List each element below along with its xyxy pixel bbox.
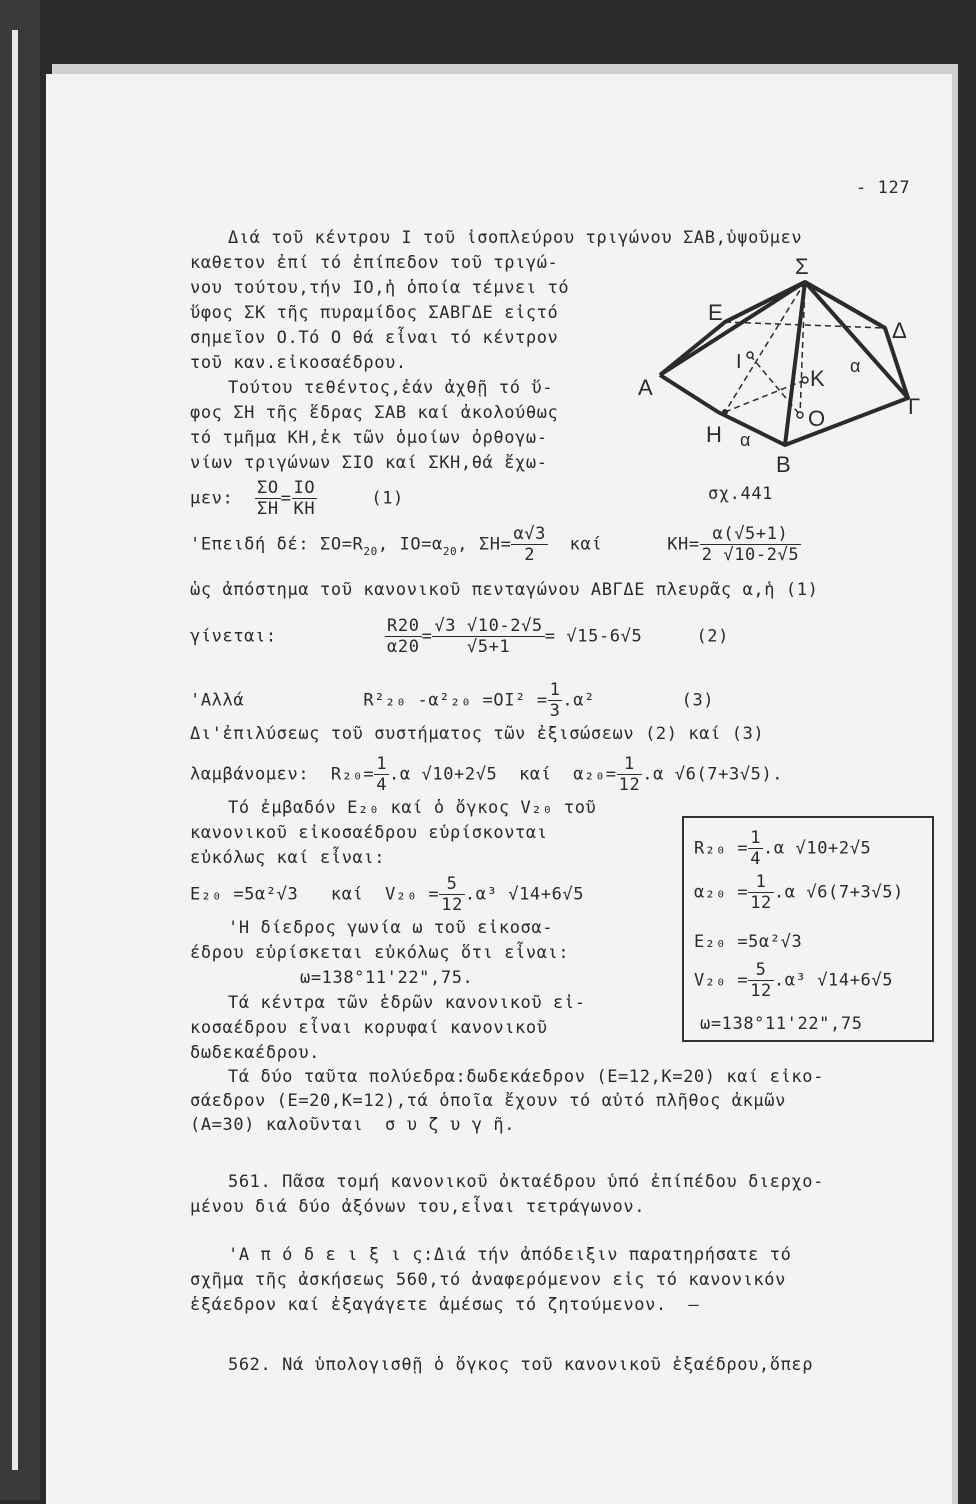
text-line-1: Διά τοῦ κέντρου I τοῦ ἰσοπλεύρου τριγώνου ΣΑΒ,ὑψοῦμεν — [228, 228, 803, 248]
label-alpha-right: α — [850, 356, 861, 376]
text-line-22: 'H δίεδρος γωνία ω τοῦ εἰκοσα- — [228, 918, 554, 938]
text-line-23: έδρου εὑρίσκεται εὐκόλως ὅτι εἶναι: — [190, 943, 570, 963]
proof-line-3: ἑξάεδρον καί ἐξαγάγετε ἀμέσως τό ζητούμενον. — — [190, 1295, 700, 1315]
text-line-27: δωδεκαέδρου. — [190, 1043, 321, 1063]
icosahedron-pyramid-figure — [630, 250, 930, 490]
equation-1 — [190, 478, 404, 519]
point-K — [802, 377, 808, 383]
text-line-10: νίων τριγώνων ΣIO καί ΣKH,θά ἔχω- — [190, 453, 548, 473]
frac-quarter: $\frac{1}{4}$ — [376, 754, 388, 795]
box-dihedral-angle: ω=138°11'22",75 — [700, 1014, 863, 1034]
point-H — [722, 409, 728, 415]
box-frac-twelfth: $\frac{1}{12}$ — [750, 872, 772, 913]
frac-SH: $\frac{\alpha√3}{2}$ — [513, 524, 546, 565]
text-line-29: σάεδρον (E=20,K=12),τά ὁποῖα ἔχουν τό αὐτό πλῆθος ἀκμῶν — [190, 1091, 786, 1111]
box-area: E₂₀ =5α²√3 — [694, 932, 803, 952]
text-line-8: φος ΣH τῆς ἕδρας ΣΑΒ καί ἀκολούθως — [190, 403, 559, 423]
point-I — [747, 352, 753, 358]
label-H: H — [706, 422, 722, 447]
label-B: B — [776, 452, 791, 477]
text-line-24: ω=138°11'22",75. — [300, 968, 474, 988]
frac-one-third: $\frac{1}{3}$ — [549, 680, 561, 721]
text-line-5: σημεῖον O.Τό O θά εἶναι τό κέντρον — [190, 328, 559, 348]
text-line-25: Τά κέντρα τῶν ἑδρῶν κανονικοῦ εἰ- — [228, 993, 586, 1013]
label-O: O — [808, 406, 826, 431]
point-O — [797, 412, 803, 418]
frac-IO-KH: $\frac{IO}{KH}$ — [293, 478, 316, 519]
proof-line-2: σχῆμα τῆς ἀσκήσεως 560,τό ἀναφερόμενον εἰς τό κανονικόν — [190, 1270, 786, 1290]
frac-SO-SH: $\frac{\Sigma O}{\Sigma H}$ — [257, 478, 279, 519]
frac-sqrt: $\frac{√3 √10-2√5}{√5+1}$ — [434, 616, 543, 657]
scan-left-border — [0, 0, 40, 1500]
frac-KH: $\frac{\alpha(√5+1)}{2 √10-2√5}$ — [701, 524, 800, 565]
text-line-2: καθετον ἐπί τό ἐπίπεδον τοῦ τριγώ- — [190, 253, 559, 273]
label-sigma: Σ — [795, 254, 809, 279]
text-line-16: Δι'ἐπιλύσεως τοῦ συστήματος τῶν ἐξισώσεων (2) καί (3) — [190, 724, 765, 744]
frac-five-twelfths: $\frac{5}{12}$ — [441, 874, 463, 915]
text-line-18: Τό ἐμβαδόν E₂₀ καί ὁ ὄγκος V₂₀ τοῦ — [228, 798, 597, 818]
box-volume: V₂₀ = $\frac{5}{12}$ .α³ √14+6√5 — [694, 960, 894, 1001]
text-line-9: τό τμῆμα KH,ἐκ τῶν ὁμοίων ὀρθογω- — [190, 428, 548, 448]
equation-2: γίνεται: $\frac{R20}{\alpha 20}$ = $\frac{√3 √10-2√5}{√5+1}$ = √15-6√5 (2) — [190, 616, 729, 657]
label-gamma: Γ — [908, 394, 921, 419]
label-E: E — [708, 300, 723, 325]
problem-562-line: 562. Νά ὑπολογισθῇ ὁ ὄγκος τοῦ κανονικοῦ ἑξαέδρου,ὅπερ — [228, 1355, 814, 1375]
label-A: A — [638, 375, 653, 400]
text-line-7: Τούτου τεθέντος,ἐάν ἀχθῇ τό ὕ- — [228, 378, 554, 398]
box-inradius: α₂₀ = $\frac{1}{12}$ .α √6(7+3√5) — [694, 872, 904, 913]
eq1-tag: (1) — [371, 488, 404, 509]
pyramid-outline — [660, 282, 908, 445]
frac-R-alpha: $\frac{R20}{\alpha 20}$ — [387, 616, 420, 657]
frac-twelfth: $\frac{1}{12}$ — [618, 754, 641, 795]
equation-area-volume: E₂₀ =5α²√3 καί V₂₀ = $\frac{5}{12}$ .α³ √14+6√5 — [190, 874, 585, 915]
hidden-edge-ED — [725, 322, 885, 328]
text-line-4: ὕφος ΣK τῆς πυραμίδος ΣΑΒΓΔΕ εἰςτό — [190, 303, 559, 323]
box-radius: R₂₀ = $\frac{1}{4}$ .α √10+2√5 — [694, 828, 872, 869]
equation-3: 'Αλλά R²₂₀ -α²₂₀ =OI² = $\frac{1}{3}$ .α² (3) — [190, 680, 715, 721]
text-line-6: τοῦ καν.εἰκοσαέδρου. — [190, 353, 407, 373]
text-line-30: (A=30) καλοῦνται σ υ ζ υ γ ῆ. — [190, 1115, 516, 1135]
label-K: K — [810, 366, 825, 391]
text-line-26: κοσαέδρου εἶναι κορυφαί κανονικοῦ — [190, 1018, 548, 1038]
edge-SA — [660, 282, 805, 375]
problem-561-line-2: μένου διά δύο ἀξόνων του,εἶναι τετράγωνον. — [190, 1197, 646, 1217]
label-delta: Δ — [892, 318, 907, 343]
edge-SD — [805, 282, 885, 328]
equation-results: λαμβάνομεν: R₂₀= $\frac{1}{4}$ .α √10+2√5 καί α₂₀= $\frac{1}{12}$ .α √6(7+3√5). — [190, 754, 784, 795]
label-alpha-bottom: α — [740, 430, 751, 450]
figure-caption: σχ.441 — [708, 484, 774, 504]
text-line-13: ὡς ἀπόστημα τοῦ κανονικοῦ πενταγώνου ΑΒΓΔΕ πλευρᾶς α,ἡ (1) — [190, 580, 819, 600]
page-number: - 127 — [856, 178, 911, 198]
box-frac-quarter: $\frac{1}{4}$ — [750, 828, 762, 869]
eq1-prefix: μεν: — [190, 488, 234, 509]
text-line-28: Τά δύο ταῦτα πολύεδρα:δωδεκάεδρον (E=12,K=20) καί εἰκο- — [228, 1067, 824, 1087]
equation-defs: 'Επειδή δέ: $\Sigma O=R_{20}$, $IO=\alpha_{20}$, ΣH= $\frac{\alpha√3}{2}$ καί KH= $\frac{\alpha(√5+1)}{2 √10-2√5}$ — [190, 524, 800, 565]
problem-561-line-1: 561. Πᾶσα τομή κανονικοῦ ὀκταέδρου ὑπό ἐπίπέδου διερχο- — [228, 1172, 824, 1192]
text-line-20: εὐκόλως καί εἶναι: — [190, 848, 386, 868]
label-I: I — [736, 351, 742, 373]
proof-line-1: 'A π ό δ ε ι ξ ι ς:Διά τήν ἀπόδειξιν παρατηρήσατε τό — [228, 1245, 792, 1265]
text-line-3: νου τούτου,τήν IO,ἡ ὁποία τέμνει τό — [190, 278, 570, 298]
eq1-eq: = — [280, 488, 292, 509]
scan-page-edge — [12, 30, 18, 1470]
box-frac-five-twelfths: $\frac{5}{12}$ — [750, 960, 772, 1001]
text-line-19: κανονικοῦ εἰκοσαέδρου εὑρίσκονται — [190, 823, 548, 843]
